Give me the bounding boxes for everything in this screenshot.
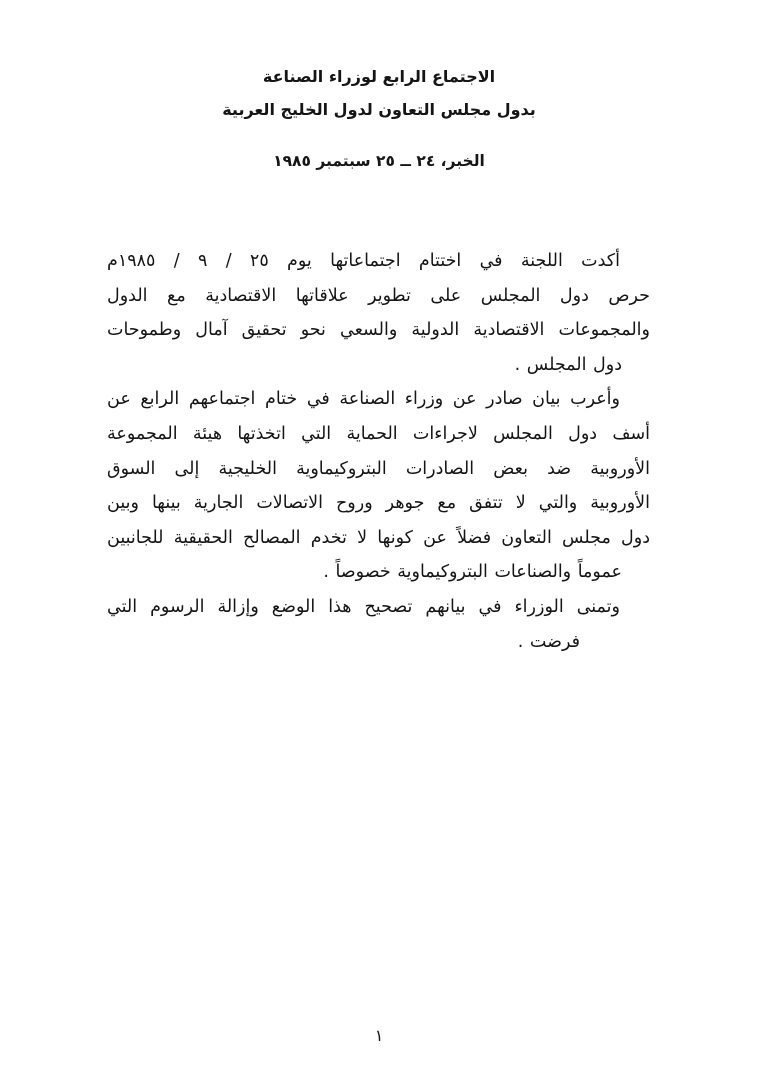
text-line: فرضت . [517,631,580,652]
text-line: الأوروبية والتي لا تتفق مع جوهر وروح الاتصالات الجارية بينها وبين [107,493,650,514]
title-line-2: بدول مجلس التعاون لدول الخليج العربية [222,100,536,119]
text-line: وتمنى الوزراء في بيانهم تصحيح هذا الوضع وإزالة الرسوم التي [107,596,620,617]
document-header [0,60,758,174]
text-line: أسف دول المجلس لاجراءات الحماية التي اتخذتها هيئة المجموعة [107,423,650,444]
paragraph-2 [107,382,650,590]
text-line: حرص دول المجلس على تطوير علاقاتها الاقتصادية مع الدول [107,285,650,306]
text-line: دول مجلس التعاون فضلاً عن كونها لا تخدم المصالح الحقيقية للجانبين [107,527,650,548]
text-line: عموماً والصناعات البتروكيماوية خصوصاً . [323,562,622,583]
text-line: دول المجلس . [514,354,622,375]
title-line-1: الاجتماع الرابع لوزراء الصناعة [262,67,496,86]
paragraph-1 [107,244,650,382]
date-line: الخبر، ٢٤ ــ ٢٥ سبتمبر ١٩٨٥ [273,152,485,170]
text-line: وأعرب بيان صادر عن وزراء الصناعة في ختام اجتماعهم الرابع عن [107,389,620,410]
page-number: ١ [374,1026,384,1045]
paragraph-3 [107,590,650,659]
text-line: والمجموعات الاقتصادية الدولية والسعي نحو تحقيق آمال وطموحات [107,320,650,341]
text-line: الأوروبية ضد بعض الصادرات البتروكيماوية الخليجية إلى السوق [107,458,650,479]
document-body [107,244,650,659]
text-line: أكدت اللجنة في اختتام اجتماعاتها يوم ٢٥ / ٩ / ١٩٨٥م [107,251,620,271]
